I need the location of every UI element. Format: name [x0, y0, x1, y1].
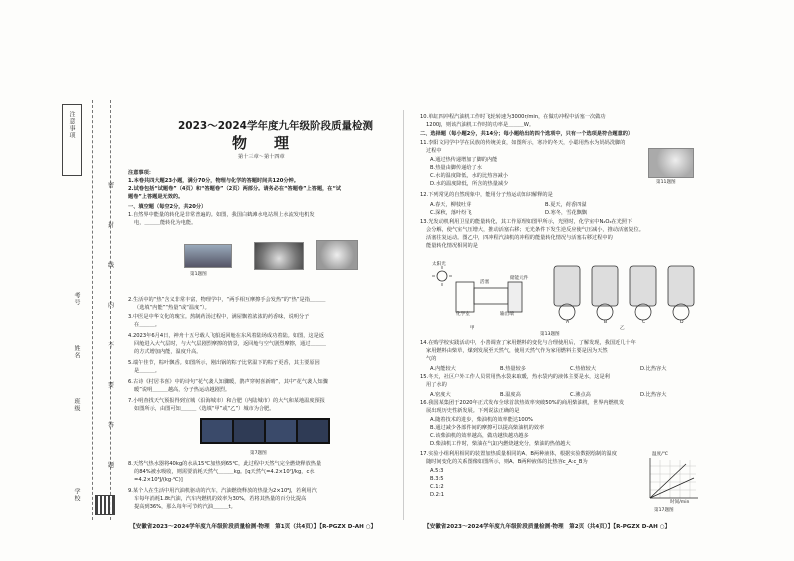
graph-line-b [650, 478, 694, 498]
q9-line2: 车每年消耗1.8t汽油，汽车内燃机的效率为30%，若将其热量的百分比提高 [134, 496, 307, 502]
binding-char: 密 [108, 182, 115, 189]
exam-title: 2023～2024学年度九年级阶段质量检测 [178, 120, 373, 132]
q13-label-yi: 乙 [620, 326, 625, 331]
q16-option: B.通过减少各部件间的摩擦可以提高柴油机的效率 [430, 425, 545, 431]
q14-option: C.热值较大 [570, 366, 597, 372]
q13-part-label: 输出端 [500, 312, 514, 317]
q17-x-label: 时间/min [670, 500, 690, 505]
q11-caption: 第11题图 [656, 180, 676, 185]
notice-box [62, 104, 82, 176]
q16-option: C.该柴油机的效率越高，做功越快越功越多 [430, 433, 529, 439]
q8: 8.天然气热水器将40kg的水从15℃加热到65℃，此过程中天然气完全燃烧释放热量 [128, 461, 322, 467]
notes-heading: 注意事项： [128, 170, 154, 176]
q7-weather-image [200, 418, 330, 444]
q17-option: C.1:2 [430, 484, 444, 490]
q17: 17.实验小组利用相同的装置加热质量相同的A、B两种液体，根据实验数据绘制的温度 [420, 451, 617, 457]
qr-code-icon [95, 495, 115, 515]
q12-option: A.春天，柳枝吐芽 [430, 202, 472, 208]
q15-option: C.沸点高 [570, 392, 591, 398]
label-name: 姓名 [73, 345, 80, 359]
q1-image-dam [184, 244, 232, 268]
q13-option-label: B [604, 320, 608, 325]
q13-label-jia: 甲 [470, 326, 475, 331]
engine-c [630, 266, 656, 320]
q7: 7.小明查找天气预报得到宣城（沿海城市）和合肥（内陆城市）的大气和某地温度预报 [128, 398, 325, 404]
q11-line2: 过程中 [426, 148, 442, 154]
q4: 4.2023年6月4日，神舟十五号载人飞船返回舱在东风着陆场成功着陆。如图，这是返 [128, 333, 324, 339]
q1-image-zongzi [316, 240, 358, 270]
section2-heading: 二、选择题（每小题2分，共14分；每小题给出的四个选项中，只有一个选项是符合题意的） [420, 131, 634, 137]
q1-caption: 第1题图 [190, 272, 207, 277]
notice-title: 注意事项 [68, 111, 75, 139]
q15: 15.冬天，社区户外工作人员常用热水袋来取暖，热水袋内的液体主要是水，这是利 [420, 374, 610, 380]
q4-line2: 回舱进入大气层时，与大气层剧烈摩擦的情景，返回舱与空气剧烈摩擦，通过＿＿＿ [134, 341, 326, 347]
q16-option: D.柴油机工作时，柴油在气缸内燃烧越充分，柴油的热值越大 [430, 441, 571, 447]
q1-line2: 电，＿＿＿能转化为电能。 [134, 220, 197, 226]
q15-line2: 用了水的 [426, 382, 447, 388]
binding-char: 不 [108, 342, 115, 349]
q13-part-label: 储能元件 [510, 276, 529, 281]
q17-y-label: 温度/℃ [652, 452, 668, 457]
q13-option-label: C [642, 320, 646, 325]
section1-heading: 一、填空题（每空2分，共20分） [128, 204, 207, 210]
q14-option: B.热量较多 [500, 366, 526, 372]
binding-char: 要 [108, 382, 115, 389]
q13-line3: 活塞往复运动。图乙中，四冲程汽油机的冲程的能量转化情况与活塞右移过程中的 [426, 235, 613, 241]
note-3: 题卷”上答题是无效的。 [128, 194, 184, 200]
q13-option-label: A [566, 320, 570, 325]
chapter-scope: 第十三章～第十四章 [238, 154, 285, 160]
q8-line2: 的84%被水吸收，则需要消耗天然气＿＿＿kg。[q天然气=4.2×10⁷J/kg，c水 [134, 469, 315, 475]
q11-image [648, 148, 694, 178]
sun-icon [432, 266, 452, 286]
q13: 13.光发动机利用卫星的能量转化，其工作原理如图甲所示，光照时，化学室中N₂O₄在光照下 [420, 219, 633, 225]
q5: 5.端午佳节，粽叶飘香。如图所示，刚出锅的粽子比常温下的粽子更香，其主要原因 [128, 360, 320, 366]
q6: 6.古诗《村居书喜》中的诗句“花气袭人知骤暖，鹊声穿树喜新晴”，其中“花气袭人知骤 [128, 379, 328, 385]
storage-element [508, 282, 522, 312]
q16-option: A.随着技术的进步，柴油机的效率能达100% [430, 417, 533, 423]
q16: 16.我国某集团于2020年正式发布全球首款热效率突破50%的商用柴油机，世界内燃机发 [420, 400, 625, 406]
q3: 3.中医是中华文化的瑰宝。熬制药汤过程中，满屋飘着浓浓的药香味，说明分子 [128, 314, 310, 320]
q17-option: B.3:5 [430, 476, 444, 482]
note-2: 2.试卷包括“试题卷”（4页）和“答题卷”（2页）两部分。请务必在“答题卷”上答题，在“试 [128, 186, 342, 192]
q13-part-label: 活塞 [480, 280, 490, 285]
engine-b [592, 266, 618, 320]
q9-line3: 提高到36%，那么每年可节约汽油＿＿＿t。 [134, 504, 236, 510]
label-school: 学校 [73, 488, 80, 502]
graph-grid [650, 460, 696, 498]
q1: 1.自然界中能量的转化是非常普遍的。如图，我国白鹤滩水电站坝上水流发电机发 [128, 212, 315, 218]
q12-option: B.夏天，荷香四溢 [545, 202, 587, 208]
q2-line2: （选填“内能”“热量”或“温度”）。 [134, 305, 210, 311]
footer-left: 【安徽省2023～2024学年度九年级阶段质量检测·物理 第1页（共4页）】【R-PGZX D-AH ○】 [130, 524, 377, 530]
q17-caption: 第17题图 [654, 508, 674, 513]
binding-char: 题 [108, 462, 115, 469]
engine-a [554, 266, 580, 320]
weather-card [202, 420, 232, 442]
q13-line4: 能量转化情况相同的是 [426, 243, 478, 249]
weather-card [266, 420, 296, 442]
footer-right: 【安徽省2023～2024学年度九年级阶段质量检测·物理 第2页（共4页）】【R-PGZX D-AH ○】 [424, 524, 671, 530]
q11-option: D.水的温度降低，所含的热量减少 [430, 181, 509, 187]
q14: 14.在购学校实践活动中，小善调查了家用燃料的变化与合理使用后，了解发现，我国近几十年 [420, 340, 636, 346]
q11-option: B.热量由脚传递给了水 [430, 165, 482, 171]
binding-text [108, 180, 118, 510]
q11: 11.李阳文同学中学在民族的传统美食，如图所示，寒冷的冬天，小聪用热水为妈妈洗脚的 [420, 140, 626, 146]
q5-line2: 是＿＿＿。 [134, 368, 160, 374]
engine-d [668, 266, 694, 320]
q13-option-label: D [680, 320, 684, 325]
q13-part-label: 化学室 [456, 312, 470, 317]
q11-option: A.通过热传递增加了脚的内能 [430, 157, 498, 163]
subject-title: 物 理 [232, 134, 296, 152]
q12-option: D.寒冬，雪花飘飘 [545, 210, 587, 216]
q10-line2: 1200J，则该汽油机工作时的功率是＿＿＿W。 [426, 122, 535, 128]
q12: 12.下列常见的自然现象中，能用分子热运动知识解释的是 [420, 192, 553, 198]
q13-line2: 会分解，使气室气压增大，推动活塞右移；无光条件下发生逆反应使气压减小，推动活塞复位。 [426, 227, 644, 233]
q10: 10.单缸四冲程汽油机工作时飞轮转速为3000r/min，在做功冲程中活塞一次做功 [420, 114, 606, 120]
q12-option: C.深秋，落叶纷飞 [430, 210, 472, 216]
q13-part-label: 太阳光 [432, 262, 446, 267]
label-class: 班级 [73, 398, 80, 412]
q16-line2: 展出现历史性新发展。下列说法正确的是 [426, 408, 520, 414]
q14-line3: 气的 [426, 356, 437, 362]
binding-char: 内 [108, 302, 115, 309]
q7-caption: 第7题图 [250, 451, 267, 456]
q9: 9.某个人在生活中用汽油机驱动的汽车，汽油燃烧释放的热量为2×10⁸J，若利用汽 [128, 488, 317, 494]
q7-line2: 如图所示，由图可知＿＿＿（选填“甲”或“乙”）城市为合肥。 [134, 406, 275, 412]
q4-line3: 的方式增加内能，温度升高。 [134, 349, 202, 355]
binding-char: 线 [108, 262, 115, 269]
q14-option: A.内能较大 [430, 366, 456, 372]
q15-option: A.密度大 [430, 392, 451, 398]
q6-line2: 暖”说明＿＿＿越高，分子热运动越剧烈。 [134, 387, 231, 393]
q2: 2.生活中的“热”含义非常丰富，物理学中，“两手相互摩擦手会发热”的“热”是指＿＿＿ [128, 297, 326, 303]
q17-line2: 随时间变化的关系图像如图所示，则A、B两种液体的比热容c_A:c_B为 [426, 459, 588, 465]
q1-image-capsule [254, 242, 304, 270]
q17-option: D.2:1 [430, 492, 444, 498]
q3-line2: 在＿＿＿。 [134, 322, 160, 328]
q14-option: D.比热容大 [640, 366, 667, 372]
note-1: 1.本卷共四大题23小题，满分70分，物理与化学的答题时间共120分钟。 [128, 178, 299, 184]
piston [474, 288, 508, 304]
binding-char: 答 [108, 422, 115, 429]
q8-line3: =4.2×10³J/(kg·℃)] [134, 477, 183, 483]
q11-option: C.水的温度降低，水的比热容减小 [430, 173, 508, 179]
q15-option: D.比热容大 [640, 392, 667, 398]
chemistry-chamber [456, 282, 474, 312]
graph-line-a [650, 464, 686, 498]
weather-card [234, 420, 264, 442]
label-exam-no: 考号 [73, 292, 80, 306]
q14-line2: 家用燃料由柴草，煤到发展至天然气，使用天然气作为家用燃料主要是因为天然 [426, 348, 608, 354]
q15-option: B.温度高 [500, 392, 521, 398]
weather-card [298, 420, 328, 442]
q13-caption: 第13题图 [540, 332, 560, 337]
binding-char: 封 [108, 222, 115, 229]
q17-option: A.5:3 [430, 468, 444, 474]
